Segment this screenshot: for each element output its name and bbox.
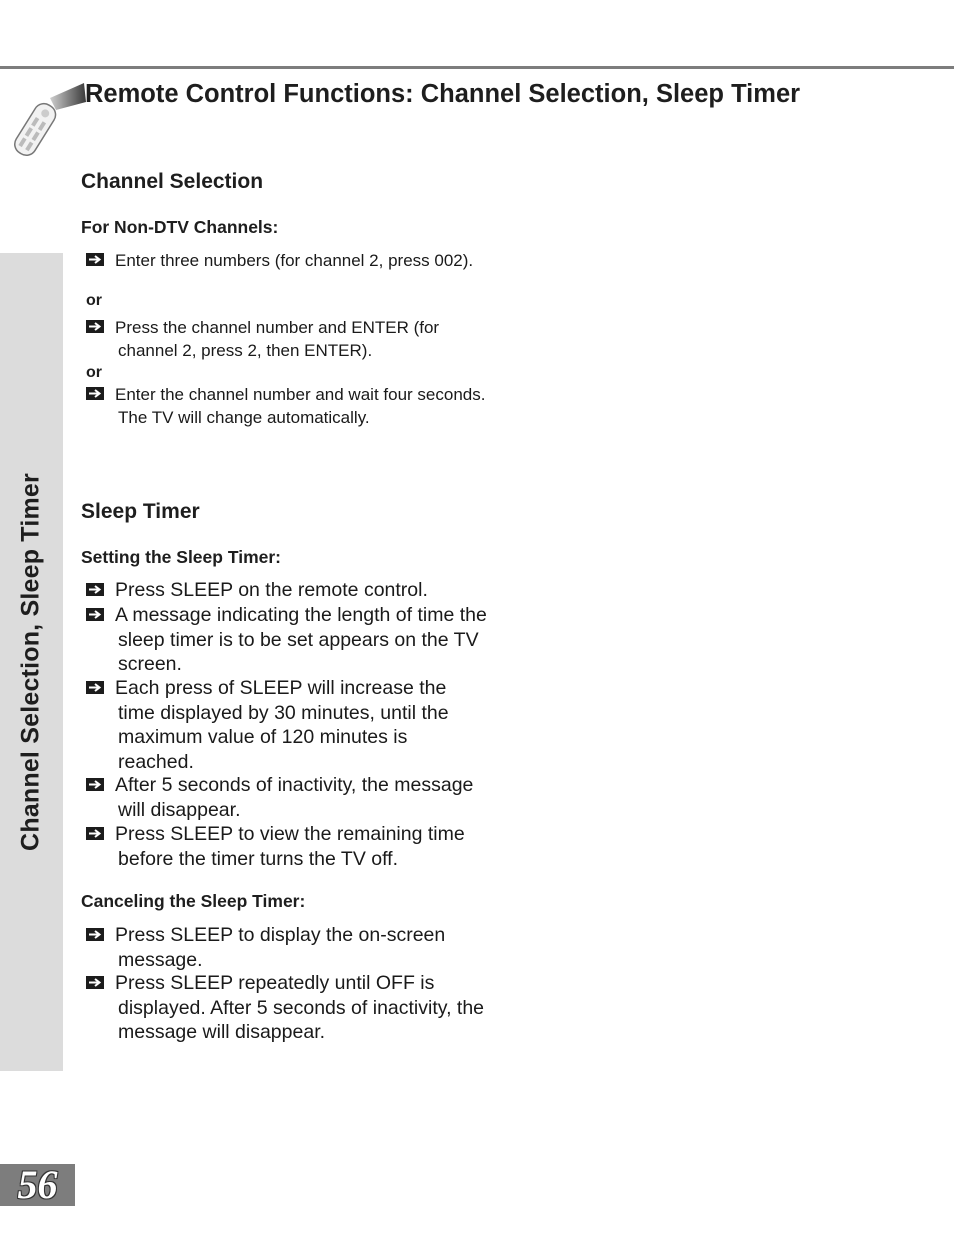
arrow-right-icon [86,583,104,596]
list-item [86,317,488,362]
list-item-text: Press the channel number and ENTER (for channel 2, press 2, then ENTER). [115,318,440,360]
non-dtv-subheading: For Non-DTV Channels: [81,217,279,237]
channel-selection-heading: Channel Selection [81,170,264,193]
side-tab-label: Channel Selection, Sleep Timer [16,473,45,851]
list-item [86,384,488,429]
list-item [86,822,488,871]
arrow-right-icon [86,320,104,333]
list-item-text: Press SLEEP repeatedly until OFF is displayed. After 5 seconds of inactivity, the message will disappear. [115,972,485,1043]
or-label: or [86,364,102,381]
sleep-timer-heading: Sleep Timer [81,500,200,523]
or-label: or [86,292,102,309]
list-item-text: A message indicating the length of time the sleep timer is to be set appears on the TV screen. [115,604,487,675]
arrow-right-icon [86,976,104,989]
list-item [86,923,488,972]
list-item-text: Press SLEEP to view the remaining time before the timer turns the TV off. [115,823,465,870]
top-rule [0,66,954,69]
page-number-box [0,1164,75,1206]
arrow-right-icon [86,681,104,694]
list-item-text: Enter the channel number and wait four seconds. The TV will change automatically. [115,385,486,427]
list-item-text: After 5 seconds of inactivity, the message will disappear. [115,774,474,821]
list-item-text: Each press of SLEEP will increase the time displayed by 30 minutes, until the maximum value of 120 minutes is reached. [115,677,449,773]
arrow-right-icon [86,928,104,941]
list-item [86,578,488,603]
arrow-right-icon [86,608,104,621]
list-item-text: Enter three numbers (for channel 2, press 002). [115,251,474,270]
canceling-sleep-timer-subheading: Canceling the Sleep Timer: [81,891,306,911]
arrow-right-icon [86,387,104,400]
list-item [86,676,488,774]
list-item [86,971,488,1045]
arrow-right-icon [86,253,104,266]
setting-sleep-timer-subheading: Setting the Sleep Timer: [81,547,281,567]
list-item [86,603,488,677]
remote-control-icon [6,80,86,162]
arrow-right-icon [86,778,104,791]
list-item [86,250,488,273]
page-title: Remote Control Functions: Channel Selection, Sleep Timer [85,80,801,108]
list-item-text: Press SLEEP to display the on-screen message. [115,924,446,971]
arrow-right-icon [86,827,104,840]
list-item [86,773,488,822]
page-number: 56 [17,1162,58,1207]
list-item-text: Press SLEEP on the remote control. [115,579,428,601]
